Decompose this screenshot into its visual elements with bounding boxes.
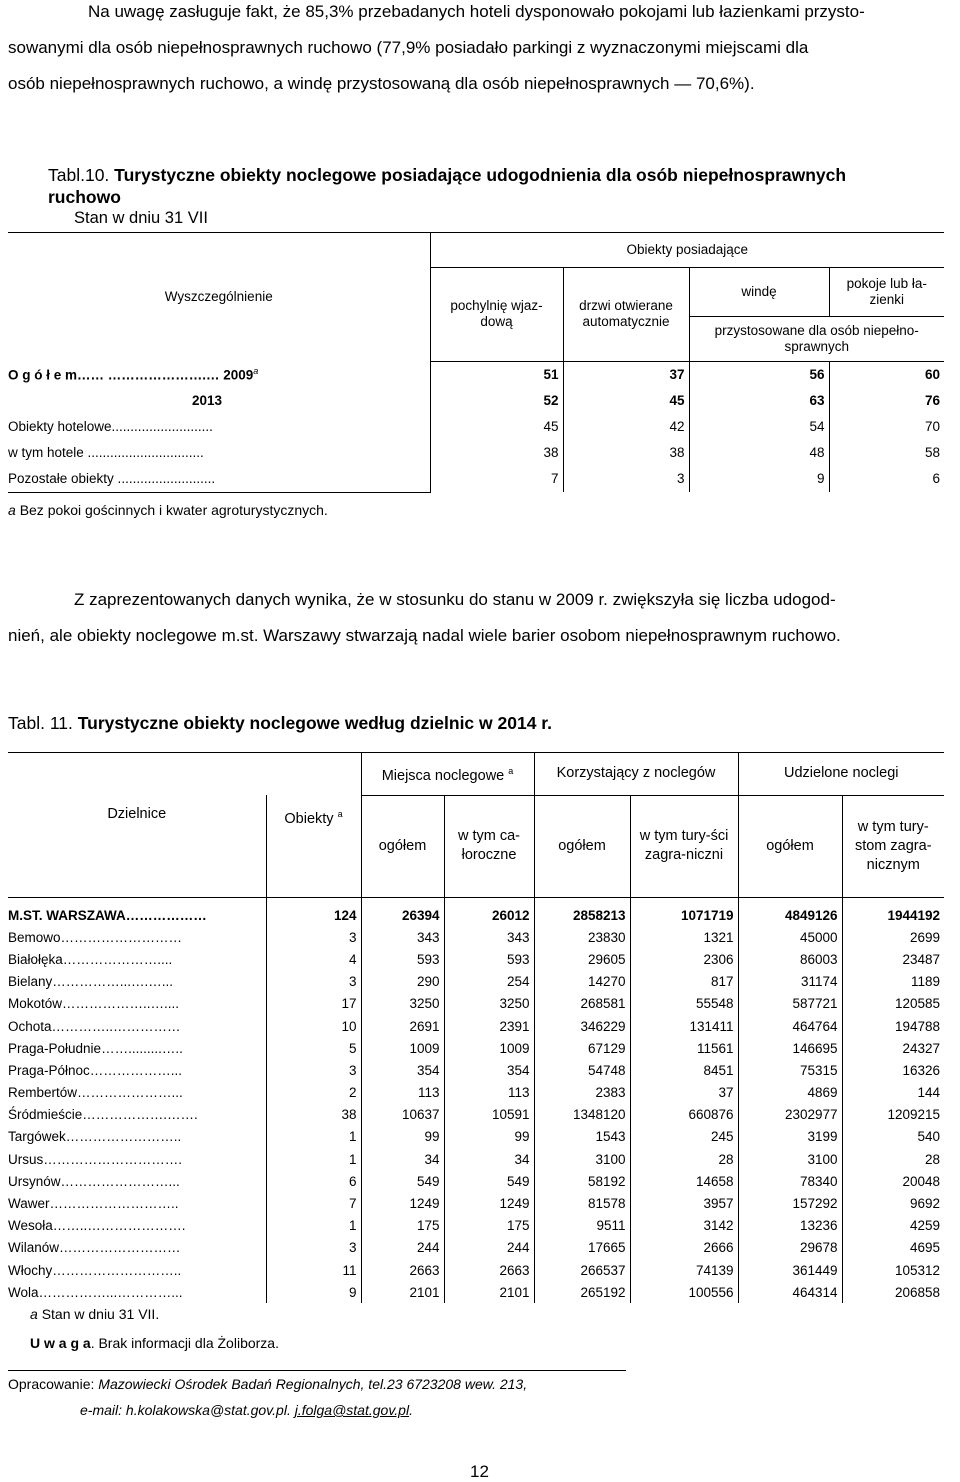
- table11-cell: 1189: [910, 974, 940, 990]
- table11-cell: 100556: [630, 1281, 738, 1303]
- table11-cell: 2302977: [738, 1104, 842, 1126]
- table10-cell: 70: [924, 419, 940, 434]
- table11-cell: 2101: [444, 1281, 534, 1303]
- table11-cell: 20048: [902, 1173, 940, 1189]
- table11-cell: 28: [630, 1148, 738, 1170]
- table11-row-district: Bemowo………………………: [8, 926, 266, 948]
- table11-header-nights: Udzielone noclegi: [738, 753, 944, 796]
- table11-row-district: Praga-Północ………………...: [8, 1059, 266, 1081]
- table10-row-label: Obiekty hotelowe...........................: [8, 414, 430, 440]
- table11-row-district: Rembertów…………………...: [8, 1082, 266, 1104]
- table11-row-district: Wilanów………………………: [8, 1237, 266, 1259]
- table11-cell: 23487: [902, 951, 940, 967]
- table11-cell: 4695: [909, 1240, 940, 1256]
- table11-row: [8, 1281, 944, 1303]
- table11-cell: 13236: [738, 1215, 842, 1237]
- table11-row: [8, 1037, 944, 1059]
- table11-row-district: Ochota…………..……………: [8, 1015, 266, 1037]
- table11-cell: 244: [361, 1237, 444, 1259]
- table10-cell: 58: [924, 445, 940, 460]
- table11-header-nights-total: ogółem: [738, 795, 842, 898]
- table11-cell: 1209215: [887, 1107, 940, 1123]
- table11-header-users-total: ogółem: [534, 795, 630, 898]
- table11-footnote-text: Stan w dniu 31 VII.: [41, 1306, 160, 1322]
- table11-row-district: Wawer………………………..: [8, 1192, 266, 1214]
- table11-cell: 31174: [738, 971, 842, 993]
- table10-footnote: [8, 502, 328, 518]
- table11-cell: 146695: [738, 1037, 842, 1059]
- table11-cell: 9511: [534, 1215, 630, 1237]
- table10-cell: 7: [430, 466, 563, 493]
- intro-paragraph: [8, 0, 952, 102]
- table11-cell: 34: [444, 1148, 534, 1170]
- table10-row: [8, 440, 944, 466]
- table11-cell: 3957: [630, 1192, 738, 1214]
- table11-cell: 74139: [630, 1259, 738, 1281]
- table11-title-prefix: Tabl. 11.: [8, 713, 73, 733]
- table11-cell: 817: [630, 971, 738, 993]
- table11-row: [8, 948, 944, 970]
- table11-cell: 105312: [894, 1262, 940, 1278]
- table11-cell: 9: [266, 1281, 361, 1303]
- table10-header-rooms: pokoje lub ła-zienki: [829, 268, 944, 317]
- table11-cell: 7: [266, 1192, 361, 1214]
- table11-cell: 4849126: [738, 898, 842, 927]
- middle-line-1: Z zaprezentowanych danych wynika, że w stosunku do stanu w 2009 r. zwiększyła się liczba udogod-: [74, 590, 836, 609]
- table10-cell: 38: [430, 440, 563, 466]
- table11-cell: 17: [266, 993, 361, 1015]
- table11-cell: 593: [444, 948, 534, 970]
- table11-cell: 58192: [534, 1170, 630, 1192]
- table11-row-district: Włochy………………………..: [8, 1259, 266, 1281]
- table11-cell: 37: [630, 1082, 738, 1104]
- table11-cell: 206858: [894, 1284, 940, 1300]
- table11-cell: 268581: [534, 993, 630, 1015]
- table11-cell: 144: [917, 1085, 940, 1101]
- table11-header-yearround: w tym ca-łoroczne: [444, 795, 534, 898]
- table11-cell: 3: [266, 1059, 361, 1081]
- table11-cell: 157292: [738, 1192, 842, 1214]
- table11-title-text: Turystyczne obiekty noclegowe według dzielnic w 2014 r.: [77, 713, 552, 733]
- table11-row-district: Białołęka…………………....: [8, 948, 266, 970]
- table11-cell: 75315: [738, 1059, 842, 1081]
- table10-title-text: Turystyczne obiekty noclegowe posiadające udogodnienia dla osób niepełnosprawnych: [114, 165, 847, 185]
- table11-cell: 1249: [444, 1192, 534, 1214]
- table11-cell: 99: [444, 1126, 534, 1148]
- table11-cell: 1: [266, 1126, 361, 1148]
- table10-cell: 52: [430, 388, 563, 414]
- table10-cell: 76: [924, 393, 940, 408]
- table11-row: [8, 993, 944, 1015]
- table11-cell: 55548: [630, 993, 738, 1015]
- table11-row-district: Targówek……………………..: [8, 1126, 266, 1148]
- table10-cell: 6: [932, 471, 940, 487]
- table11-row-district: Ursynów……………………...: [8, 1170, 266, 1192]
- table11-cell: 244: [444, 1237, 534, 1259]
- intro-line-1: Na uwagę zasługuje fakt, że 85,3% przebadanych hoteli dysponowało pokojami lub łazienkami przysto-: [88, 2, 865, 21]
- middle-paragraph: [8, 582, 952, 654]
- table11-cell: 2858213: [534, 898, 630, 927]
- table11-header-foreign-nights: w tym tury-stom zagra-nicznym: [842, 795, 944, 898]
- table11-cell: 1009: [444, 1037, 534, 1059]
- table11-cell: 3: [266, 926, 361, 948]
- table11-cell: 2101: [361, 1281, 444, 1303]
- table11-cell: 361449: [738, 1259, 842, 1281]
- table11-cell: 113: [444, 1082, 534, 1104]
- table11-cell: 2663: [444, 1259, 534, 1281]
- table11-cell: 4869: [738, 1082, 842, 1104]
- table11-cell: 346229: [534, 1015, 630, 1037]
- intro-line-2: sowanymi dla osób niepełnosprawnych ruchowo (77,9% posiadało parkingi z wyznaczonymi miejscami dla: [8, 38, 809, 57]
- table10-row: [8, 414, 944, 440]
- table11-cell: 464314: [738, 1281, 842, 1303]
- table11-cell: 120585: [894, 996, 940, 1012]
- middle-line-2: nień, ale obiekty noclegowe m.st. Warszawy stwarzają nadal wiele barier osobom niepełnosprawnym ruchowo.: [8, 626, 841, 645]
- table11-cell: 29678: [738, 1237, 842, 1259]
- table10-subtitle: Stan w dniu 31 VII: [74, 209, 208, 227]
- table11-cell: 290: [361, 971, 444, 993]
- table11-cell: 14658: [630, 1170, 738, 1192]
- table11-note-label: U w a g a: [30, 1335, 91, 1351]
- table11-cell: 14270: [534, 971, 630, 993]
- table10-cell: 56: [689, 361, 829, 388]
- email-link-2[interactable]: j.folga@stat.gov.pl: [294, 1402, 410, 1418]
- table11-cell: 343: [361, 926, 444, 948]
- table11-row: [8, 1192, 944, 1214]
- source-line: [8, 1376, 527, 1392]
- table11-cell: 3199: [738, 1126, 842, 1148]
- table10-row-label: 2013: [8, 388, 430, 414]
- table11-cell: 10637: [361, 1104, 444, 1126]
- table10-cell: 48: [689, 440, 829, 466]
- table11-header-foreign-users: w tym tury-ści zagra-niczni: [630, 795, 738, 898]
- table11-cell: 593: [361, 948, 444, 970]
- table11-note: [30, 1335, 279, 1351]
- table10-cell: 60: [924, 367, 940, 382]
- table11-cell: 6: [266, 1170, 361, 1192]
- table11-cell: 266537: [534, 1259, 630, 1281]
- table11-row-district: Wesoła……..………………….: [8, 1215, 266, 1237]
- table11-cell: 2663: [361, 1259, 444, 1281]
- source-prefix: Opracowanie:: [8, 1376, 99, 1392]
- table11-cell: 2306: [630, 948, 738, 970]
- table10-cell: 42: [563, 414, 689, 440]
- table11-header-beds-total: ogółem: [361, 795, 444, 898]
- table10-title: [48, 164, 846, 208]
- table11-cell: 10: [266, 1015, 361, 1037]
- table11-footnote: [30, 1306, 159, 1322]
- table11-cell: 549: [361, 1170, 444, 1192]
- table11-cell: 38: [266, 1104, 361, 1126]
- table11-cell: 2: [266, 1082, 361, 1104]
- table11-cell: 265192: [534, 1281, 630, 1303]
- table10-row-label: O g ó ł e m…… ………………….… 2009$^a$: [8, 361, 430, 388]
- table11-cell: 9692: [909, 1196, 940, 1212]
- table11-cell: 8451: [630, 1059, 738, 1081]
- table11-cell: 26394: [361, 898, 444, 927]
- table11-header-beds: Miejsca noclegowe $^a$: [361, 753, 534, 796]
- table11-row: [8, 1015, 944, 1037]
- source-email-line: e-mail: h.kolakowska@stat.gov.pl. j.folga@stat.gov.pl.: [80, 1402, 413, 1418]
- table11-cell: 354: [361, 1059, 444, 1081]
- table10-header-doors: drzwi otwierane automatycznie: [563, 268, 689, 362]
- table11-title: [8, 713, 552, 734]
- table10-header-spec: Wyszczególnienie: [8, 233, 430, 362]
- table10-row-label: w tym hotele ...............................: [8, 440, 430, 466]
- table11-cell: 3142: [630, 1215, 738, 1237]
- table11-cell: 175: [444, 1215, 534, 1237]
- table11-row: [8, 1104, 944, 1126]
- table10-title-line2: ruchowo: [48, 187, 121, 207]
- table11-row: [8, 1170, 944, 1192]
- table10-row: [8, 361, 944, 388]
- table11-cell: 23830: [534, 926, 630, 948]
- table10-cell: 51: [430, 361, 563, 388]
- table10-cell: 9: [689, 466, 829, 493]
- table10-header-adapted: przystosowane dla osób niepełno-sprawnych: [689, 316, 944, 361]
- table11-note-text: . Brak informacji dla Żoliborza.: [90, 1335, 279, 1351]
- table11-cell: 1: [266, 1148, 361, 1170]
- table11-cell: 1: [266, 1215, 361, 1237]
- table11-cell: 1071719: [630, 898, 738, 927]
- table11-cell: 67129: [534, 1037, 630, 1059]
- table10-cell: 63: [689, 388, 829, 414]
- table11-cell: 1009: [361, 1037, 444, 1059]
- table11-row-district: Wola……………...…………...: [8, 1281, 266, 1303]
- table11-cell: 10591: [444, 1104, 534, 1126]
- table11-cell: 540: [917, 1129, 940, 1145]
- table11-cell: 3: [266, 971, 361, 993]
- table11-row-district: Śródmieście……………….…….: [8, 1104, 266, 1126]
- table11-cell: 175: [361, 1215, 444, 1237]
- table11-cell: 354: [444, 1059, 534, 1081]
- table11-cell: 1348120: [534, 1104, 630, 1126]
- table11-row: [8, 898, 944, 927]
- table11-row: [8, 1059, 944, 1081]
- table10-header-ramp: pochylnię wjaz-dową: [430, 268, 563, 362]
- email-link-1[interactable]: h.kolakowska@stat.gov.pl: [125, 1402, 287, 1418]
- table11-cell: 343: [444, 926, 534, 948]
- table11-cell: 1543: [534, 1126, 630, 1148]
- table11-cell: 194788: [894, 1018, 940, 1034]
- table11-cell: 549: [444, 1170, 534, 1192]
- table11-cell: 99: [361, 1126, 444, 1148]
- table11-cell: 34: [361, 1148, 444, 1170]
- table10-header-lift: windę: [689, 268, 829, 317]
- table10-row: [8, 388, 944, 414]
- table11-cell: 464764: [738, 1015, 842, 1037]
- source-rule: [8, 1370, 626, 1371]
- table11-cell: 29605: [534, 948, 630, 970]
- table11-cell: 3: [266, 1237, 361, 1259]
- table10-title-prefix: Tabl.10.: [48, 165, 110, 185]
- table11-cell: 86003: [738, 948, 842, 970]
- table11-cell: 2383: [534, 1082, 630, 1104]
- table10-row: [8, 466, 944, 493]
- table11-cell: 4: [266, 948, 361, 970]
- intro-line-3: osób niepełnosprawnych ruchowo, a windę przystosowaną dla osób niepełnosprawnych — 70,6%).: [8, 74, 755, 93]
- table11-row: [8, 971, 944, 993]
- table11: [8, 752, 944, 1303]
- table11-row-district: Ursus………………………….: [8, 1148, 266, 1170]
- table11-cell: 124: [266, 898, 361, 927]
- table11-cell: 11: [266, 1259, 361, 1281]
- table11-cell: 3250: [444, 993, 534, 1015]
- table11-row: [8, 1148, 944, 1170]
- table11-row: [8, 1215, 944, 1237]
- table11-row: [8, 1082, 944, 1104]
- table10-cell: 45: [430, 414, 563, 440]
- table11-header-users: Korzystający z noclegów: [534, 753, 738, 796]
- table11-cell: 26012: [444, 898, 534, 927]
- table11-cell: 660876: [630, 1104, 738, 1126]
- table11-footnote-mark: a: [30, 1306, 38, 1322]
- table11-row: [8, 926, 944, 948]
- table10-header-group: Obiekty posiadające: [430, 233, 944, 268]
- table11-cell: 113: [361, 1082, 444, 1104]
- table10: [8, 232, 944, 493]
- table11-cell: 245: [630, 1126, 738, 1148]
- table10-cell: 3: [563, 466, 689, 493]
- table11-cell: 11561: [630, 1037, 738, 1059]
- table11-cell: 131411: [630, 1015, 738, 1037]
- table11-cell: 3250: [361, 993, 444, 1015]
- table11-row: [8, 1237, 944, 1259]
- table11-cell: 81578: [534, 1192, 630, 1214]
- table11-cell: 1249: [361, 1192, 444, 1214]
- table11-cell: 1944192: [887, 907, 940, 923]
- table11-row-district: M.ST. WARSZAWA………………: [8, 898, 266, 927]
- table11-cell: 78340: [738, 1170, 842, 1192]
- table10-cell: 38: [563, 440, 689, 466]
- table11-row-district: Bielany……………...….…...: [8, 971, 266, 993]
- table11-cell: 54748: [534, 1059, 630, 1081]
- table11-row-district: Mokotów………………..…....: [8, 993, 266, 1015]
- table11-cell: 2666: [630, 1237, 738, 1259]
- page-number: 12: [470, 1462, 489, 1481]
- table11-cell: 5: [266, 1037, 361, 1059]
- table11-cell: 45000: [738, 926, 842, 948]
- table10-footnote-mark: a: [8, 502, 16, 518]
- table11-cell: 4259: [909, 1218, 940, 1234]
- table11-cell: 2699: [909, 929, 940, 945]
- table11-row: [8, 1126, 944, 1148]
- table11-header-district: Dzielnice: [8, 795, 266, 898]
- table11-cell: 16326: [902, 1062, 940, 1078]
- table10-row-label: Pozostałe obiekty ..........................: [8, 466, 430, 493]
- table11-header-objects: Obiekty $^a$: [266, 795, 361, 898]
- table11-cell: 3100: [534, 1148, 630, 1170]
- table10-cell: 54: [689, 414, 829, 440]
- table10-footnote-text: Bez pokoi gościnnych i kwater agroturystycznych.: [19, 502, 328, 518]
- table11-cell: 28: [924, 1151, 940, 1167]
- table10-cell: 45: [563, 388, 689, 414]
- table11-cell: 3100: [738, 1148, 842, 1170]
- table11-cell: 2691: [361, 1015, 444, 1037]
- table11-row: [8, 1259, 944, 1281]
- table11-cell: 587721: [738, 993, 842, 1015]
- source-text: Mazowiecki Ośrodek Badań Regionalnych, tel.23 6723208 wew. 213,: [98, 1376, 528, 1392]
- table11-cell: 17665: [534, 1237, 630, 1259]
- table11-cell: 2391: [444, 1015, 534, 1037]
- table11-row-district: Praga-Południe…….........…..: [8, 1037, 266, 1059]
- table11-cell: 1321: [630, 926, 738, 948]
- table11-cell: 24327: [902, 1040, 940, 1056]
- table11-cell: 254: [444, 971, 534, 993]
- table10-cell: 37: [563, 361, 689, 388]
